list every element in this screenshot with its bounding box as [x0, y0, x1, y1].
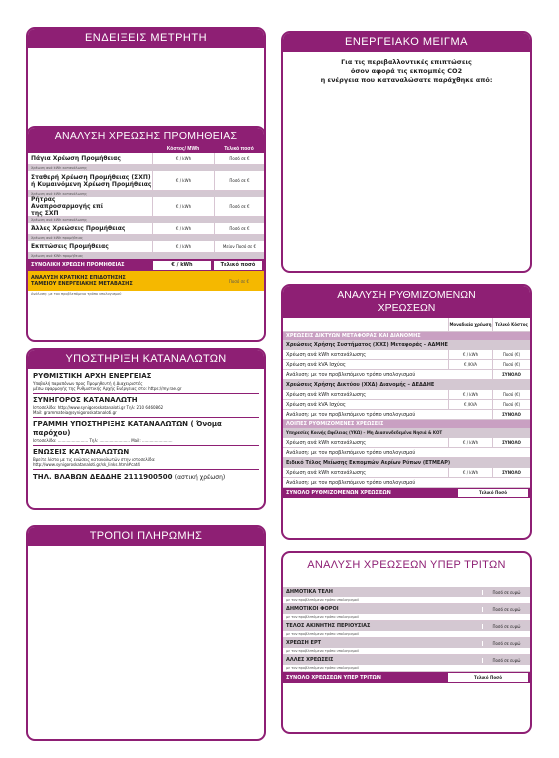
distribution-charges-header: Χρεώσεις Χρήσης Δικτύου (ΧΧΔ) Διανομής – ΔΕΔΔΗΕ — [283, 380, 530, 390]
regulated-row-label: Ανάλυση: με τον προβλεπόμενο τρόπο υπολογισμού — [286, 479, 416, 486]
subsidy-label — [28, 275, 214, 287]
regulated-row-sum: ΣΥΝΟΛΟ — [492, 438, 530, 447]
regulated-columns-header — [283, 318, 530, 332]
third-party-row — [283, 638, 530, 648]
supply-row-amount: Μείον Ποσό σε € — [214, 241, 264, 252]
regulated-row-unit: € /KVA — [448, 400, 492, 409]
regulated-row-sum: ΣΥΝΟΛΟ — [492, 370, 530, 379]
regulated-row-label: Χρέωση ανά kVA Ισχύος — [286, 361, 346, 368]
supply-row-unit: € / kWh — [152, 153, 214, 164]
supply-row — [28, 223, 264, 235]
supply-row — [28, 171, 264, 191]
supply-total-row — [28, 259, 264, 271]
regulated-row-label: Ανάλυση: με τον προβλεπόμενο τρόπο υπολογισμού — [286, 371, 416, 378]
supply-row-note: Χρέωση ανά kWh κατανάλωσης — [28, 165, 264, 171]
subsidy-label-line-1: ΑΝΑΛΥΣΗ ΚΡΑΤΙΚΗΣ ΕΠΙΔΟΤΗΣΗΣ — [31, 275, 126, 281]
third-party-row-amount: Ποσό σε ευρώ — [482, 624, 530, 629]
third-party-total-row — [283, 672, 530, 683]
regulated-row — [283, 448, 530, 458]
meter-readings-title: ΕΝΔΕΙΞΕΙΣ ΜΕΤΡΗΤΗ — [28, 29, 264, 48]
support-item — [33, 420, 259, 446]
supply-row — [28, 197, 264, 217]
support-item — [33, 448, 259, 470]
energy-mix-line-2: όσον αφορά τις εκπομπές CO2 — [350, 67, 463, 75]
regulated-row-amount: Ποσό (€) — [492, 400, 530, 409]
regulated-title-line-1: ΑΝΑΛΥΣΗ ΡΥΘΜΙΖΟΜΕΝΩΝ — [337, 289, 476, 301]
energy-mix-line-3: η ενέργεια που καταναλώσατε παράχθηκε από: — [320, 76, 493, 84]
supply-row-unit: € / kWh — [152, 223, 214, 234]
supply-row-label: Σταθερή Χρέωση Προμήθειας (ΣΧΠ) ή Κυμαινόμενη Χρέωση Προμήθειας — [31, 173, 152, 188]
third-party-row-amount: Ποσό σε ευρώ — [482, 607, 530, 612]
supply-row-label: Άλλες Χρεώσεις Προμήθειας — [31, 225, 126, 232]
consumer-support-title: ΥΠΟΣΤΗΡΙΞΗ ΚΑΤΑΝΑΛΩΤΩΝ — [28, 350, 264, 369]
col-final-amount: Τελικό ποσό — [224, 146, 254, 152]
supply-row-note: Χρέωση ανά kWh προμήθειας — [28, 235, 264, 241]
regulated-row-unit: € /KVA — [448, 360, 492, 369]
regulated-row — [283, 400, 530, 410]
support-item-heading: ΕΝΩΣΕΙΣ ΚΑΤΑΝΑΛΩΤΩΝ — [33, 448, 130, 456]
regulated-row — [283, 350, 530, 360]
regulated-row-label: Ανάλυση: με τον προβλεπόμενο τρόπο υπολογισμού — [286, 449, 416, 456]
regulated-row-unit: € / kWh — [448, 390, 492, 399]
supply-row-amount: Ποσό σε € — [214, 223, 264, 234]
supply-row-label: Ρήτρας Αναπροσαρμογής επί της ΣΧΠ — [31, 196, 104, 217]
outage-phone-number: 2111900500 — [123, 473, 173, 481]
third-party-charges-title: ΑΝΑΛΥΣΗ ΧΡΕΩΣΕΩΝ ΥΠΕΡ ΤΡΙΤΩΝ — [307, 559, 506, 571]
support-item — [33, 372, 259, 394]
support-item-line: Υποβολή παραπόνων προς Προμηθευτή ή Διαχειριστές — [33, 381, 143, 386]
col-unit-charge: Μοναδιαία χρέωση — [448, 318, 492, 331]
third-party-charges-panel — [281, 551, 532, 734]
outage-phone-line — [33, 472, 259, 483]
regulated-row — [283, 390, 530, 400]
third-party-row-note: με τον προβλεπόμενο τρόπο υπολογισμού — [283, 631, 530, 638]
col-final-cost: Τελικό Κόστος — [492, 318, 530, 331]
regulated-total-value: Τελικό Ποσό — [458, 489, 528, 497]
energy-mix-intro — [283, 58, 530, 85]
supply-row-unit: € / kWh — [152, 171, 214, 190]
third-party-row — [283, 655, 530, 665]
third-party-row-amount: Ποσό σε ευρώ — [482, 590, 530, 595]
supply-row-note: Χρέωση ανά KWh προμήθειας — [28, 253, 264, 259]
supply-row-amount: Ποσό σε € — [214, 197, 264, 216]
supply-row — [28, 153, 264, 165]
third-party-total-value: Τελικό Ποσό — [448, 673, 528, 682]
supply-row-label: Εκπτώσεις Προμήθειας — [31, 243, 109, 250]
transmission-charges-header: Χρεώσεις Χρήσης Συστήματος (ΧΧΣ) Μεταφοράς - ΑΔΜΗΕ — [283, 340, 530, 350]
supply-total-label: ΣΥΝΟΛΙΚΗ ΧΡΕΩΣΗ ΠΡΟΜΗΘΕΙΑΣ — [31, 262, 125, 268]
support-item-line: μέσω εφαρμογής της Ρυθμιστικής Αρχής Ενέργειας στο: https://my.rae.gr — [33, 386, 182, 391]
regulated-total-label: ΣΥΝΟΛΟ ΡΥΘΜΙΖΟΜΕΝΩΝ ΧΡΕΩΣΕΩΝ — [286, 490, 391, 496]
payment-methods-panel — [26, 525, 266, 741]
subsidy-amount: Ποσό σε € — [228, 278, 250, 284]
regulated-charges-panel — [281, 284, 532, 540]
supply-charges-panel — [26, 126, 266, 342]
regulated-row-sum: ΣΥΝΟΛΟ — [492, 468, 530, 477]
supply-charges-title: ΑΝΑΛΥΣΗ ΧΡΕΩΣΗΣ ΠΡΟΜΗΘΕΙΑΣ — [28, 128, 264, 145]
col-cost-per-mwh: Κόστος/ MWh — [166, 146, 200, 152]
network-charges-header: ΧΡΕΩΣΕΙΣ ΔΙΚΤΥΩΝ ΜΕΤΑΦΟΡΑΣ ΚΑΙ ΔΙΑΝΟΜΗΣ — [283, 332, 530, 340]
third-party-row-note: με τον προβλεπόμενο τρόπο υπολογισμού — [283, 665, 530, 672]
supply-row-unit: € / kWh — [152, 241, 214, 252]
support-item-line: Ιστοσελίδα: http://www.synigoroskatanaloti.gr Τηλ: 210 6460862 — [33, 405, 164, 410]
payment-methods-title: ΤΡΟΠΟΙ ΠΛΗΡΩΜΗΣ — [28, 527, 264, 546]
regulated-row-label: Ανάλυση: με τον προβλεπόμενο τρόπο υπολογισμού — [286, 411, 416, 418]
regulated-row-unit: € / kWh — [448, 438, 492, 447]
third-party-row-label: ΧΡΕΩΣΗ ΕΡΤ — [286, 640, 322, 646]
regulated-row-unit: € / kWh — [448, 350, 492, 359]
energy-mix-title: ΕΝΕΡΓΕΙΑΚΟ ΜΕΙΓΜΑ — [283, 33, 530, 52]
regulated-row-amount: Ποσό (€) — [492, 360, 530, 369]
regulated-row-label: Χρέωση ανά kVA Ισχύος — [286, 401, 346, 408]
supply-columns-header — [28, 145, 264, 153]
third-party-row-label: ΔΗΜΟΤΙΚΟΙ ΦΟΡΟΙ — [286, 606, 339, 612]
support-item-line: Mail: grammateia@synigoroskatanaloti.gr — [33, 410, 117, 415]
supply-total-amount: Τελικό ποσό — [214, 261, 262, 270]
third-party-row-note: με τον προβλεπόμενο τρόπο υπολογισμού — [283, 648, 530, 655]
supply-row-amount: Ποσό σε € — [214, 153, 264, 164]
outage-phone-note: (αστική χρέωση) — [174, 474, 226, 481]
regulated-total-row — [283, 488, 530, 498]
regulated-row — [283, 468, 530, 478]
other-regulated-header: ΛΟΙΠΕΣ ΡΥΘΜΙΖΟΜΕΝΕΣ ΧΡΕΩΣΕΙΣ — [283, 420, 530, 428]
outage-phone-label: ΤΗΛ. ΒΛΑΒΩΝ ΔΕΔΔΗΕ — [33, 473, 122, 481]
subsidy-row — [28, 271, 264, 291]
regulated-row-label: Χρέωση ανά kWh κατανάλωσης — [286, 469, 367, 476]
third-party-row-label: ΤΕΛΟΣ ΑΚΙΝΗΤΗΣ ΠΕΡΙΟΥΣΙΑΣ — [286, 623, 371, 629]
support-item-heading: ΡΥΘΜΙΣΤΙΚΗ ΑΡΧΗ ΕΝΕΡΓΕΙΑΣ — [33, 372, 152, 380]
supply-row-note: Χρέωση ανά kWh κατανάλωσης — [28, 217, 264, 223]
support-item — [33, 396, 259, 418]
regulated-row — [283, 370, 530, 380]
third-party-total-label: ΣΥΝΟΛΟ ΧΡΕΩΣΕΩΝ ΥΠΕΡ ΤΡΙΤΩΝ — [286, 674, 381, 681]
regulated-row — [283, 360, 530, 370]
regulated-row — [283, 410, 530, 420]
energy-mix-panel — [281, 31, 532, 273]
support-item-line: Βρείτε λίστα με τις ενώσεις καταναλωτών στην ιστοσελίδα: — [33, 457, 156, 462]
support-item-heading: ΓΡΑΜΜΗ ΥΠΟΣΤΗΡΙΞΗΣ ΚΑΤΑΝΑΛΩΤΩΝ ( Όνομα παρόχου) — [33, 420, 222, 437]
supply-row — [28, 241, 264, 253]
subsidy-note: Ανάλυση: με τον προβλεπόμενο τρόπο υπολογισμού — [28, 291, 264, 298]
regulated-charges-title — [283, 286, 530, 318]
support-item-heading: ΣΥΝΗΓΟΡΟΣ ΚΑΤΑΝΑΛΩΤΗ — [33, 396, 138, 404]
third-party-row-amount: Ποσό σε ευρώ — [482, 658, 530, 663]
third-party-row-note: με τον προβλεπόμενο τρόπο υπολογισμού — [283, 614, 530, 621]
third-party-row-note: με τον προβλεπόμενο τρόπο υπολογισμού — [283, 597, 530, 604]
regulated-row-amount: Ποσό (€) — [492, 390, 530, 399]
regulated-row — [283, 478, 530, 488]
regulated-row-unit: € / kWh — [448, 468, 492, 477]
third-party-row-label: ΔΗΜΟΤΙΚΑ ΤΕΛΗ — [286, 589, 333, 595]
regulated-row-amount: Ποσό (€) — [492, 350, 530, 359]
energy-mix-line-1: Για τις περιβαλλοντικές επιπτώσεις — [341, 58, 472, 66]
support-item-line: http://www.synigoroskatanaloti.gr/sk_links.html#cat4 — [33, 462, 140, 467]
third-party-spacer — [283, 577, 530, 587]
consumer-support-list — [28, 369, 264, 483]
supply-total-unit: € / kWh — [153, 261, 211, 270]
supply-row-unit: € / kWh — [152, 197, 214, 216]
regulated-row-label: Χρέωση ανά kWh κατανάλωσης — [286, 391, 367, 398]
third-party-row-label: ΑΛΛΕΣ ΧΡΕΩΣΕΙΣ — [286, 657, 334, 663]
regulated-row-sum: ΣΥΝΟΛΟ — [492, 410, 530, 419]
consumer-support-panel — [26, 348, 266, 510]
supply-row-note: Χρέωση ανά kWh κατανάλωσης — [28, 191, 264, 197]
yko-header: Υπηρεσίες Κοινής Ωφέλειας (ΥΚΩ) – Μη Διασυνδεδεμένα Νησιά & ΚΟΤ — [283, 428, 530, 438]
third-party-row — [283, 621, 530, 631]
regulated-row-label: Χρέωση ανά kWh κατανάλωσης — [286, 351, 367, 358]
subsidy-label-line-2: ΤΑΜΕΙΟΥ ΕΝΕΡΓΕΙΑΚΗΣ ΜΕΤΑΒΑΣΗΣ — [31, 281, 133, 287]
third-party-row-amount: Ποσό σε ευρώ — [482, 641, 530, 646]
regulated-title-line-2: ΧΡΕΩΣΕΩΝ — [377, 302, 436, 314]
regulated-row-label: Χρέωση ανά kWh κατανάλωσης — [286, 439, 367, 446]
supply-row-label: Πάγια Χρέωση Προμήθειας — [31, 155, 121, 162]
third-party-row — [283, 587, 530, 597]
support-item-line: Ιστοσελίδα: ........................ Τηλ: ........................ Mail: ........................ — [33, 438, 173, 443]
regulated-row — [283, 438, 530, 448]
supply-row-amount: Ποσό σε € — [214, 171, 264, 190]
third-party-row — [283, 604, 530, 614]
etmear-header: Ειδικό Τέλος Μείωσης Εκπομπών Αερίων Ρύπων (ΕΤΜΕΑΡ) — [283, 458, 530, 468]
